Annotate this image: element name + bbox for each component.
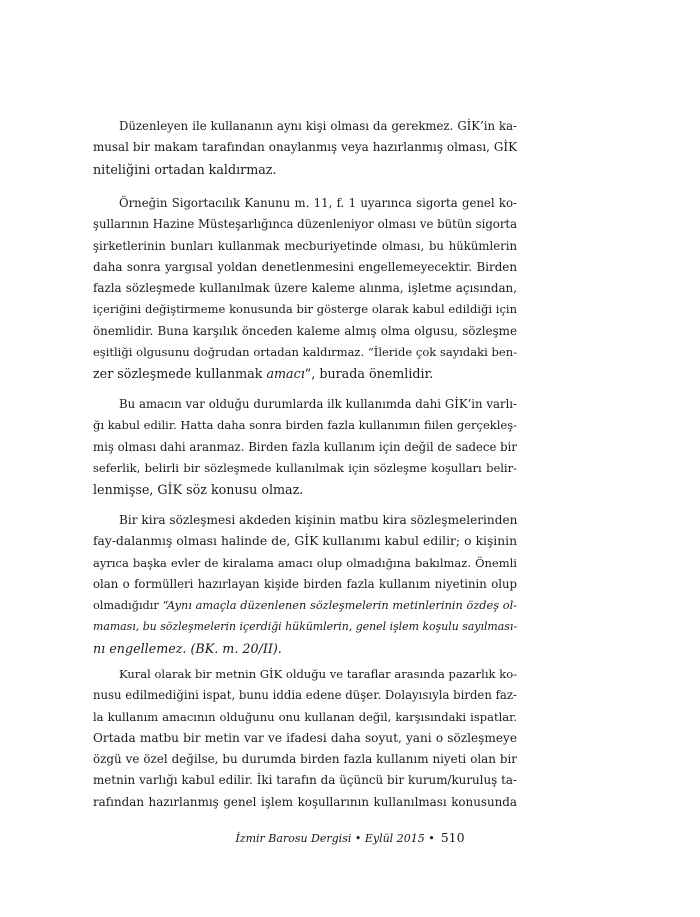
text-line: daha sonra yargısal yoldan denetlenmesini engellemeyecektir. Birden xyxy=(93,259,517,274)
paragraph-2 xyxy=(93,193,517,385)
text-line xyxy=(93,638,517,659)
italic-segment: nı engellemez. (BK. m. 20/II) xyxy=(93,640,278,656)
text-line: önemlidir. Buna karşılık önceden kaleme almış olma olgusu, sözleşme xyxy=(93,323,517,338)
page-footer xyxy=(0,830,700,845)
text-line: Ortada matbu bir metin var ve ifadesi daha soyut, yani o sözleşmeye xyxy=(93,730,517,745)
text-line: seferlik, belirli bir sözleşmede kullanılmak için sözleşme koşulları belir- xyxy=(93,460,517,475)
text-segment: olmadığıdır xyxy=(93,599,163,613)
text-line: ayrıca başka evler de kiralama amacı olup olmadığına bakılmaz. Önemli xyxy=(93,555,517,570)
text-line xyxy=(93,595,517,616)
text-line: şullarının Hazine Müsteşarlığınca düzenleniyor olması ve bütün sigorta xyxy=(93,217,518,232)
text-line: eşitliği olgusunu doğrudan ortadan kaldırmaz. “İleride çok sayıdaki ben- xyxy=(93,345,517,360)
text-line: Bu amacın var olduğu durumlarda ilk kullanımda dahi GİK’in varlı- xyxy=(119,397,517,411)
page-number: 510 xyxy=(440,830,465,845)
text-line: miş olması dahi aranmaz. Birden fazla kullanım için değil de sadece bir xyxy=(93,439,517,454)
paragraph-5 xyxy=(93,664,517,813)
text-line: Kural olarak bir metnin GİK olduğu ve taraflar arasında pazarlık ko- xyxy=(119,667,517,681)
paragraph-3 xyxy=(93,394,517,500)
text-line: rafından hazırlanmış genel işlem koşullarının kullanılması konusunda xyxy=(93,794,517,809)
text-line xyxy=(93,363,517,384)
text-line: lenmişse, GİK söz konusu olmaz. xyxy=(93,482,304,498)
text-segment: ”, burada önemlidir. xyxy=(304,366,434,382)
text-line: niteliğini ortadan kaldırmaz. xyxy=(93,161,277,177)
text-line: Örneğin Sigortacılık Kanunu m. 11, f. 1 uyarınca sigorta genel ko- xyxy=(119,196,517,210)
text-line: metnin varlığı kabul edilir. İki tarafın da üçüncü bir kurum/kuruluş ta- xyxy=(93,773,517,788)
text-line: özgü ve özel değilse, bu durumda birden fazla kullanım niyeti olan bir xyxy=(93,752,517,767)
italic-segment: “Aynı amaçla düzenlenen sözleşmelerin metinlerinin özdeş ol- xyxy=(162,599,517,613)
journal-name: İzmir Barosu Dergisi • Eylül 2015 • xyxy=(235,832,435,845)
text-segment: zer sözleşmede kullanmak xyxy=(93,366,267,382)
text-line: Düzenleyen ile kullananın aynı kişi olması da gerekmez. GİK’in ka- xyxy=(119,119,517,133)
text-line: şirketlerinin bunları kullanmak mecburiyetinde olması, bu hükümlerin xyxy=(93,238,517,253)
paragraph-4 xyxy=(93,510,517,659)
text-line: fay-dalanmış olması halinde de, GİK kullanımı kabul edilir; o kişinin xyxy=(93,534,517,549)
text-line: olan o formülleri hazırlayan kişide birden fazla kullanım niyetinin olup xyxy=(93,576,517,591)
text-line: maması, bu sözleşmelerin içerdiği hükümlerin, genel işlem koşulu sayılması- xyxy=(93,620,517,634)
italic-segment: amacı xyxy=(266,366,305,382)
text-line: Bir kira sözleşmesi akdeden kişinin matbu kira sözleşmelerinden xyxy=(119,513,518,527)
text-line: ğı kabul edilir. Hatta daha sonra birden fazla kullanımın fiilen gerçekleş- xyxy=(93,418,517,433)
text-line: la kullanım amacının olduğunu onu kullanan değil, karşısındaki ispatlar. xyxy=(93,709,517,724)
text-line: musal bir makam tarafından onaylanmış veya hazırlanmış olması, GİK xyxy=(93,140,517,155)
text-line: nusu edilmediğini ispat, bunu iddia edene düşer. Dolayısıyla birden faz- xyxy=(93,688,517,703)
text-segment: . xyxy=(277,640,282,656)
text-line: fazla sözleşmede kullanılmak üzere kaleme alınma, işletme açısından, xyxy=(93,281,517,296)
paragraph-1 xyxy=(93,116,517,180)
text-line: içeriğini değiştirmeme konusunda bir gösterge olarak kabul edildiği için xyxy=(93,302,517,317)
